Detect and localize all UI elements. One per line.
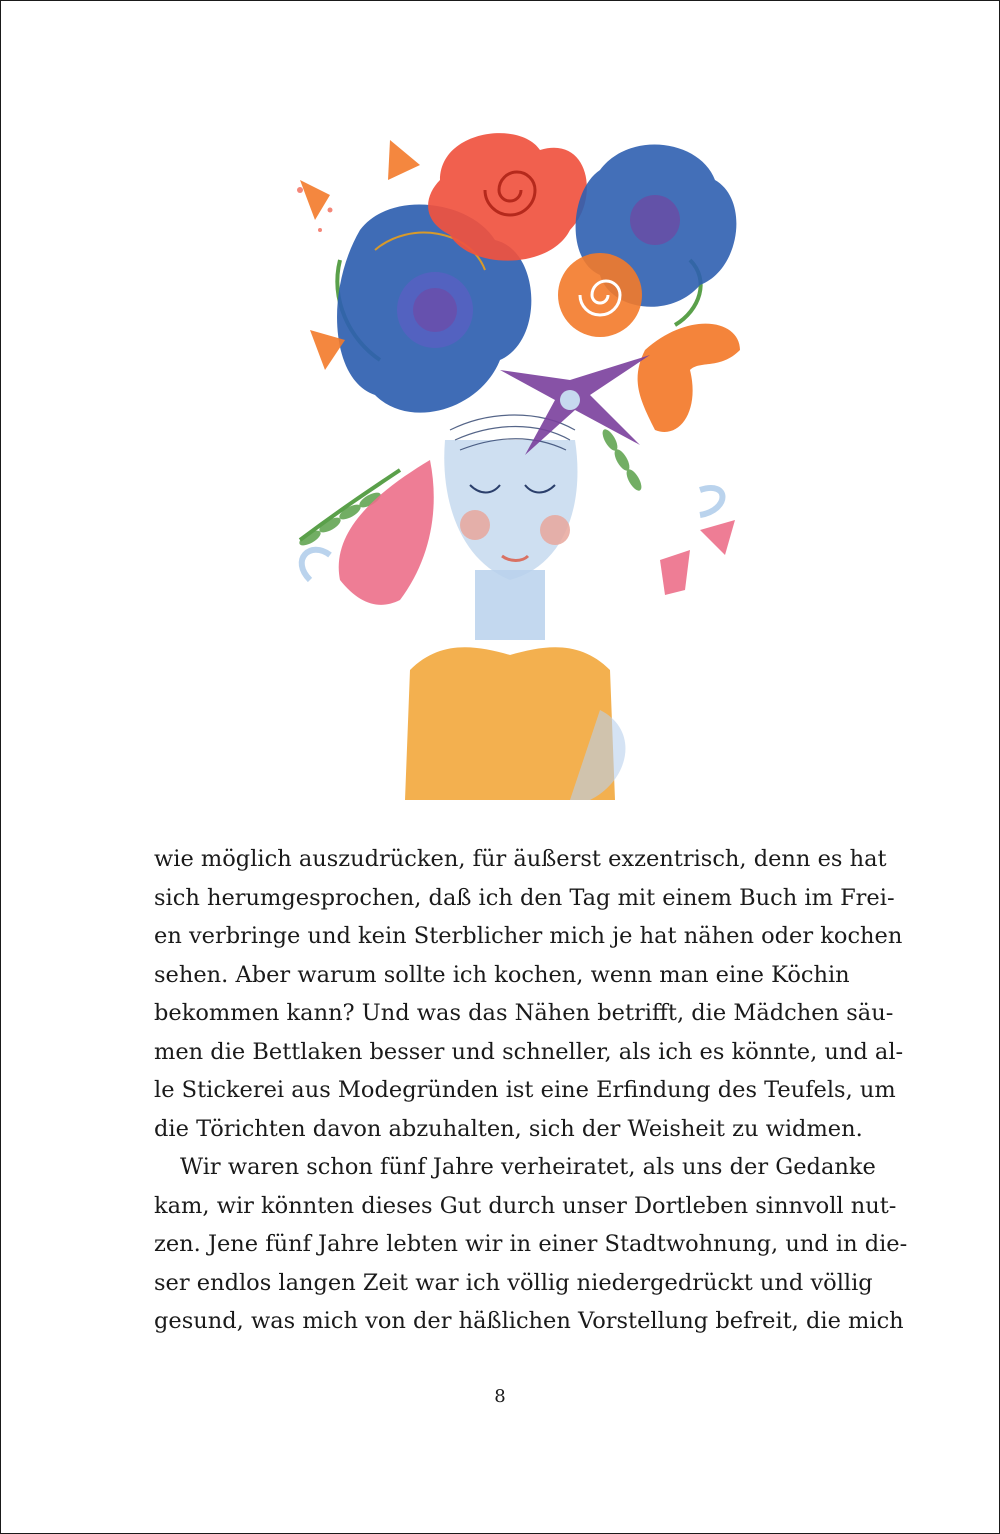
text-line: ser endlos langen Zeit war ich völlig niedergedrückt und völlig [154,1269,873,1296]
text-line: wie möglich auszudrücken, für äußerst exzentrisch, denn es hat [154,846,887,872]
watercolor-woman-with-flowers-illustration [270,110,750,800]
text-line: kam, wir könnten dieses Gut durch unser Dortleben sinnvoll nut- [154,1192,897,1219]
text-line: Wir waren schon fünf Jahre verheiratet, als uns der Gedanke [180,1154,876,1180]
text-line: die Törichten davon abzuhalten, sich der Weisheit zu widmen. [154,1115,863,1142]
text-line: men die Bettlaken besser und schneller, als ich es könnte, und al- [154,1038,904,1065]
body-text [154,840,908,1341]
text-line: zen. Jene fünf Jahre lebten wir in einer Stadtwohnung, und in die- [154,1231,908,1257]
text-line: gesund, was mich von der häßlichen Vorstellung befreit, die mich [154,1308,904,1334]
text-line: sich herumgesprochen, daß ich den Tag mit einem Buch im Frei- [154,884,895,911]
text-line: sehen. Aber warum sollte ich kochen, wenn man eine Köchin [154,961,850,988]
text-line: le Stickerei aus Modegründen ist eine Erfindung des Teufels, um [154,1077,896,1103]
page-number: 8 [494,1386,506,1407]
watercolor-illustration [270,110,750,800]
text-line: bekommen kann? Und was das Nähen betrifft, die Mädchen säu- [154,1000,894,1026]
paragraph-1 [154,840,904,1148]
paragraph-2 [154,1148,908,1341]
text-line: en verbringe und kein Sterblicher mich je hat nähen oder kochen [154,923,903,949]
